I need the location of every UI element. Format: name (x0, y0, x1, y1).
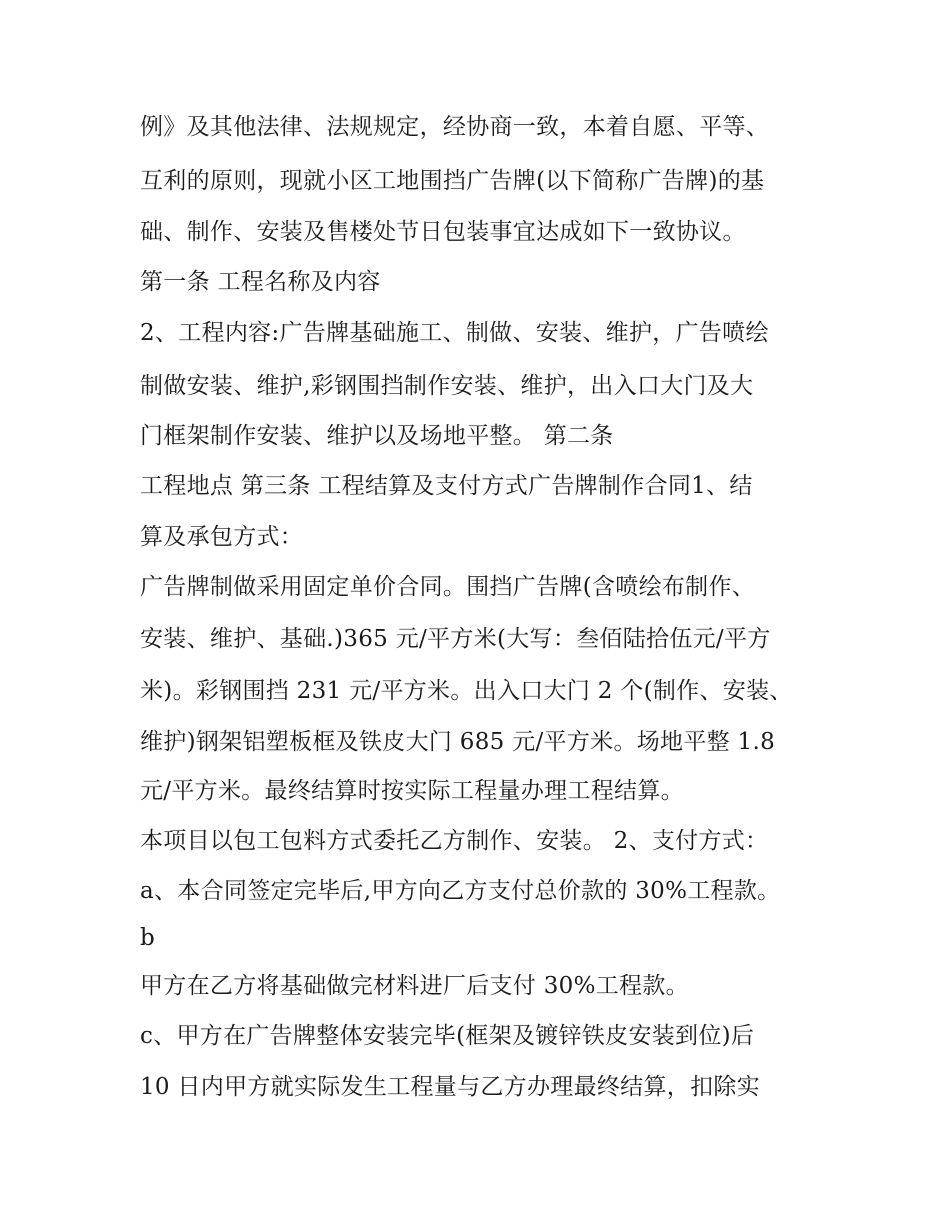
text-line: 互利的原则，现就小区工地围挡广告牌(以下简称广告牌)的基 (140, 168, 765, 194)
text-line: 门框架制作安装、维护以及场地平整。 第二条 (140, 423, 614, 449)
text-line: a、本合同签定完毕后,甲方向乙方支付总价款的 30%工程款。 (140, 878, 781, 904)
text-line: 维护)钢架铝塑板框及铁皮大门 685 元/平方米。场地平整 1.8 (140, 729, 776, 755)
text-line: 本项目以包工包料方式委托乙方制作、安装。 2、支付方式： (140, 828, 769, 854)
text-line: 例》及其他法律、法规规定，经协商一致，本着自愿、平等、 (140, 114, 770, 140)
text-line: 2、工程内容:广告牌基础施工、制做、安装、维护，广告喷绘 (140, 320, 769, 346)
text-line: b (140, 925, 156, 951)
text-line: 广告牌制做采用固定单价合同。围挡广告牌(含喷绘布制作、 (140, 574, 756, 600)
text-line: 础、制作、安装及售楼处节日包装事宜达成如下一致协议。 (140, 219, 746, 245)
text-line: 米)。彩钢围挡 231 元/平方米。出入口大门 2 个(制作、安装、 (140, 678, 793, 704)
section-heading: 第一条 工程名称及内容 (140, 269, 381, 295)
text-line: 制做安装、维护,彩钢围挡制作安装、维护，出入口大门及大 (140, 373, 754, 399)
text-line: 元/平方米。最终结算时按实际工程量办理工程结算。 (140, 778, 684, 804)
text-line: c、甲方在广告牌整体安装完毕(框架及镀锌铁皮安装到位)后 (140, 1023, 755, 1049)
text-line: 安装、维护、基础.)365 元/平方米(大写：叁佰陆拾伍元/平方 (140, 626, 771, 652)
text-line: 10 日内甲方就实际发生工程量与乙方办理最终结算，扣除实 (140, 1074, 760, 1100)
text-line: 甲方在乙方将基础做完材料进厂后支付 30%工程款。 (140, 973, 689, 999)
text-line: 工程地点 第三条 工程结算及支付方式广告牌制作合同1、结 (140, 473, 753, 499)
text-line: 算及承包方式： (140, 524, 304, 550)
